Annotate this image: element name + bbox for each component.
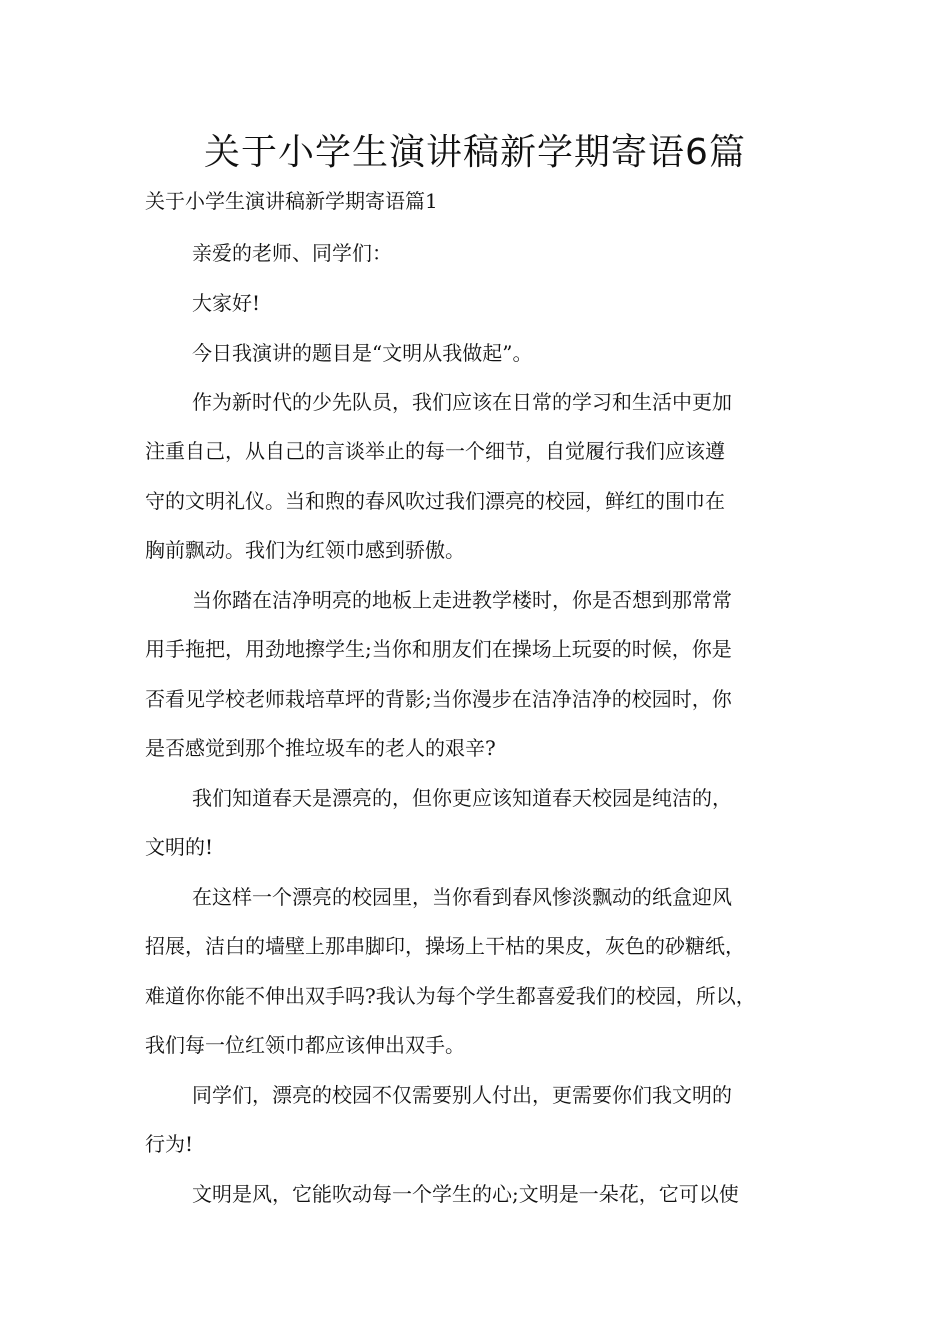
paragraph-line: 我们每一位红领巾都应该伸出双手。 [145, 1033, 465, 1057]
paragraph-line: 胸前飘动。我们为红领巾感到骄傲。 [145, 538, 465, 562]
salutation-line: 大家好! [192, 291, 261, 315]
paragraph-line: 行为! [145, 1132, 194, 1156]
paragraph-line: 注重自己，从自己的言谈举止的每一个细节，自觉履行我们应该遵 [145, 439, 725, 463]
paragraph-line: 难道你你能不伸出双手吗?我认为每个学生都喜爱我们的校园，所以， [145, 984, 756, 1008]
paragraph-line: 否看见学校老师栽培草坪的背影;当你漫步在洁净洁净的校园时，你 [145, 687, 732, 711]
paragraph-line: 当你踏在洁净明亮的地板上走进教学楼时，你是否想到那常常 [192, 588, 732, 612]
paragraph-line: 作为新时代的少先队员，我们应该在日常的学习和生活中更加 [192, 390, 732, 414]
paragraph-line: 守的文明礼仪。当和煦的春风吹过我们漂亮的校园，鲜红的围巾在 [145, 489, 725, 513]
paragraph-line: 同学们，漂亮的校园不仅需要别人付出，更需要你们我文明的 [192, 1083, 732, 1107]
topic-line: 今日我演讲的题目是“文明从我做起”。 [192, 341, 533, 365]
paragraph-line: 招展，洁白的墙壁上那串脚印，操场上干枯的果皮，灰色的砂糖纸， [145, 934, 745, 958]
paragraph-line: 用手拖把，用劲地擦学生;当你和朋友们在操场上玩耍的时候，你是 [145, 637, 732, 661]
paragraph-line: 是否感觉到那个推垃圾车的老人的艰辛? [145, 736, 496, 760]
greeting-line: 亲爱的老师、同学们： [192, 241, 392, 265]
paragraph-line: 我们知道春天是漂亮的，但你更应该知道春天校园是纯洁的， [192, 786, 732, 810]
paragraph-line: 文明的! [145, 835, 214, 859]
document-title: 关于小学生演讲稿新学期寄语6篇 [204, 132, 746, 173]
paragraph-line: 文明是风，它能吹动每一个学生的心;文明是一朵花，它可以使 [192, 1182, 739, 1206]
section-heading: 关于小学生演讲稿新学期寄语篇1 [145, 189, 438, 213]
paragraph-line: 在这样一个漂亮的校园里，当你看到春风惨淡飘动的纸盒迎风 [192, 885, 732, 909]
